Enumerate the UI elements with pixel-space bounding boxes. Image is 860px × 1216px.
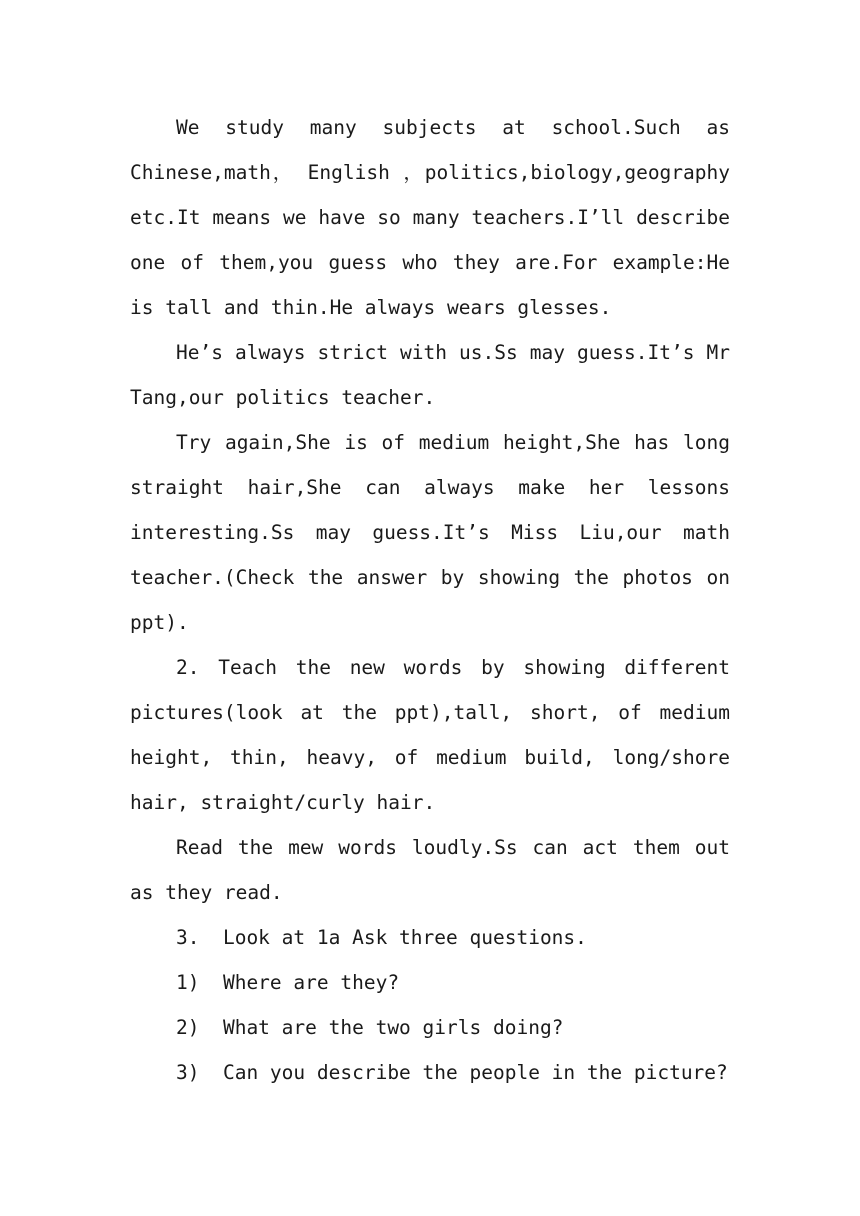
paragraph-subjects: We study many subjects at school.Such as Chinese,math， English ，politics,biology,geography etc.It means we have so many teachers.I’ll describe one of them,you guess who they are.For example:He is tall and thin.He always wears glesses. — [130, 116, 730, 319]
list-item-question-3: 3) Can you describe the people in the picture? — [176, 1061, 728, 1084]
list-item-question-2: 2) What are the two girls doing? — [176, 1016, 564, 1039]
document-page — [130, 105, 730, 1095]
list-item-question-1: 1) Where are they? — [176, 971, 400, 994]
list-item-look-at-1a: 3. Look at 1a Ask three questions. — [176, 926, 587, 949]
paragraph-new-words: 2. Teach the new words by showing different pictures(look at the ppt),tall, short, of medium height, thin, heavy, of medium build, long/shore hair, straight/curly hair. — [130, 656, 730, 814]
paragraph-miss-liu: Try again,She is of medium height,She has long straight hair,She can always make her lessons interesting.Ss may guess.It’s Miss Liu,our math teacher.(Check the answer by showing the photos on ppt). — [130, 431, 730, 634]
paragraph-read-words: Read the mew words loudly.Ss can act them out as they read. — [130, 836, 730, 904]
paragraph-mr-tang: He’s always strict with us.Ss may guess.It’s Mr Tang,our politics teacher. — [130, 341, 730, 409]
